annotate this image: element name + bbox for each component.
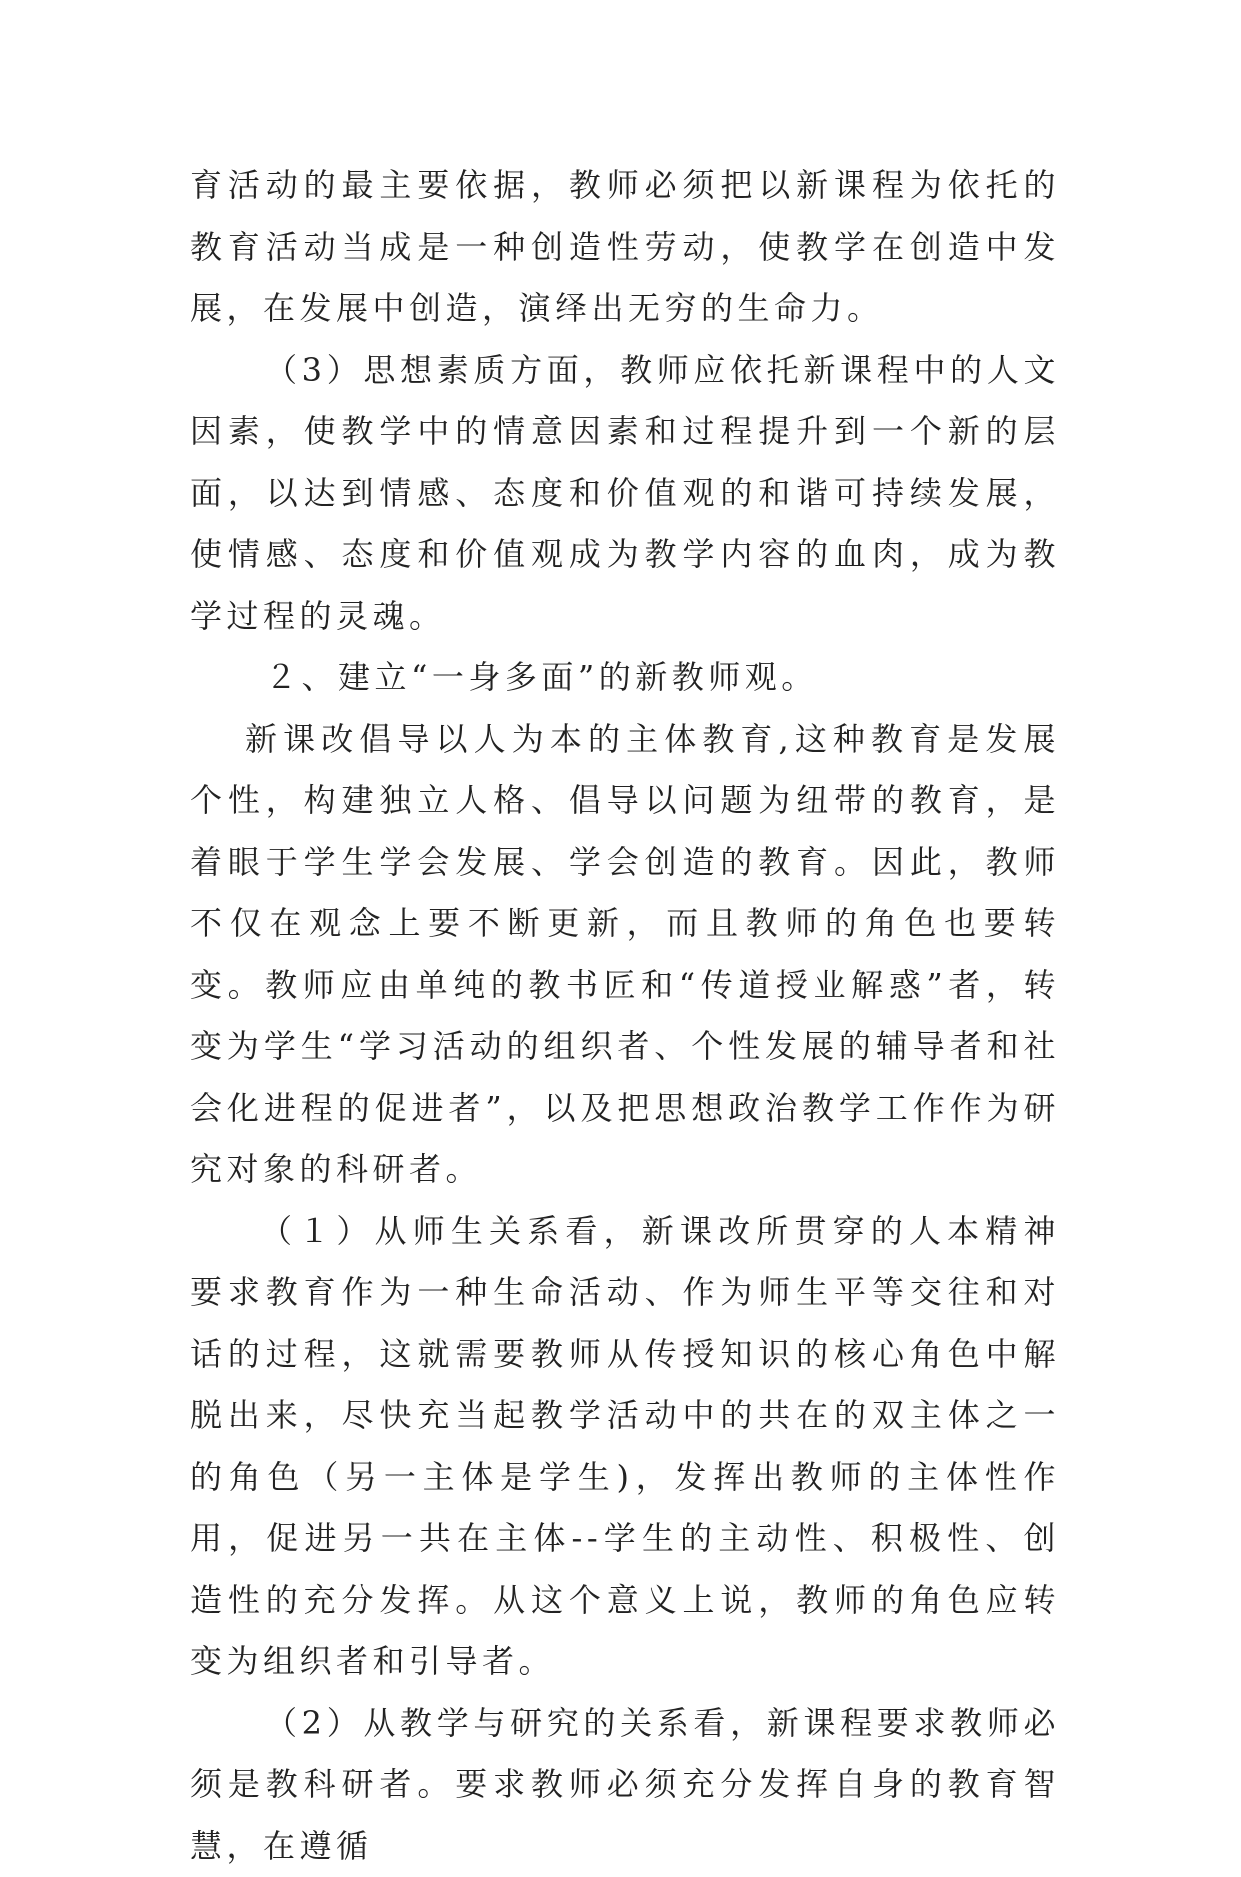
paragraph-continuation: 育活动的最主要依据，教师必须把以新课程为依托的教育活动当成是一种创造性劳动，使教学在创造中发展，在发展中创造，演绎出无穷的生命力。 (190, 155, 1060, 340)
document-body (190, 155, 1060, 1877)
paragraph-item-3: （3）思想素质方面，教师应依托新课程中的人文因素，使教学中的情意因素和过程提升到一个新的层面，以达到情感、态度和价值观的和谐可持续发展，使情感、态度和价值观成为教学内容的血肉，成为教学过程的灵魂。 (190, 340, 1060, 648)
paragraph-intro: 新课改倡导以人为本的主体教育,这种教育是发展个性，构建独立人格、倡导以问题为纽带的教育，是着眼于学生学会发展、学会创造的教育。因此，教师不仅在观念上要不断更新，而且教师的角色也要转变。教师应由单纯的教书匠和“传道授业解惑”者，转变为学生“学习活动的组织者、个性发展的辅导者和社会化进程的促进者”，以及把思想政治教学工作作为研究对象的科研者。 (190, 709, 1060, 1201)
section-heading-2: ２、建立“一身多面”的新教师观。 (190, 647, 1060, 709)
paragraph-item-2: （2）从教学与研究的关系看，新课程要求教师必须是教科研者。要求教师必须充分发挥自身的教育智慧，在遵循 (190, 1693, 1060, 1877)
paragraph-item-1: （１）从师生关系看，新课改所贯穿的人本精神要求教育作为一种生命活动、作为师生平等交往和对话的过程，这就需要教师从传授知识的核心角色中解脱出来，尽快充当起教学活动中的共在的双主体之一的角色（另一主体是学生)，发挥出教师的主体性作用，促进另一共在主体--学生的主动性、积极性、创造性的充分发挥。从这个意义上说，教师的角色应转变为组织者和引导者。 (190, 1201, 1060, 1693)
